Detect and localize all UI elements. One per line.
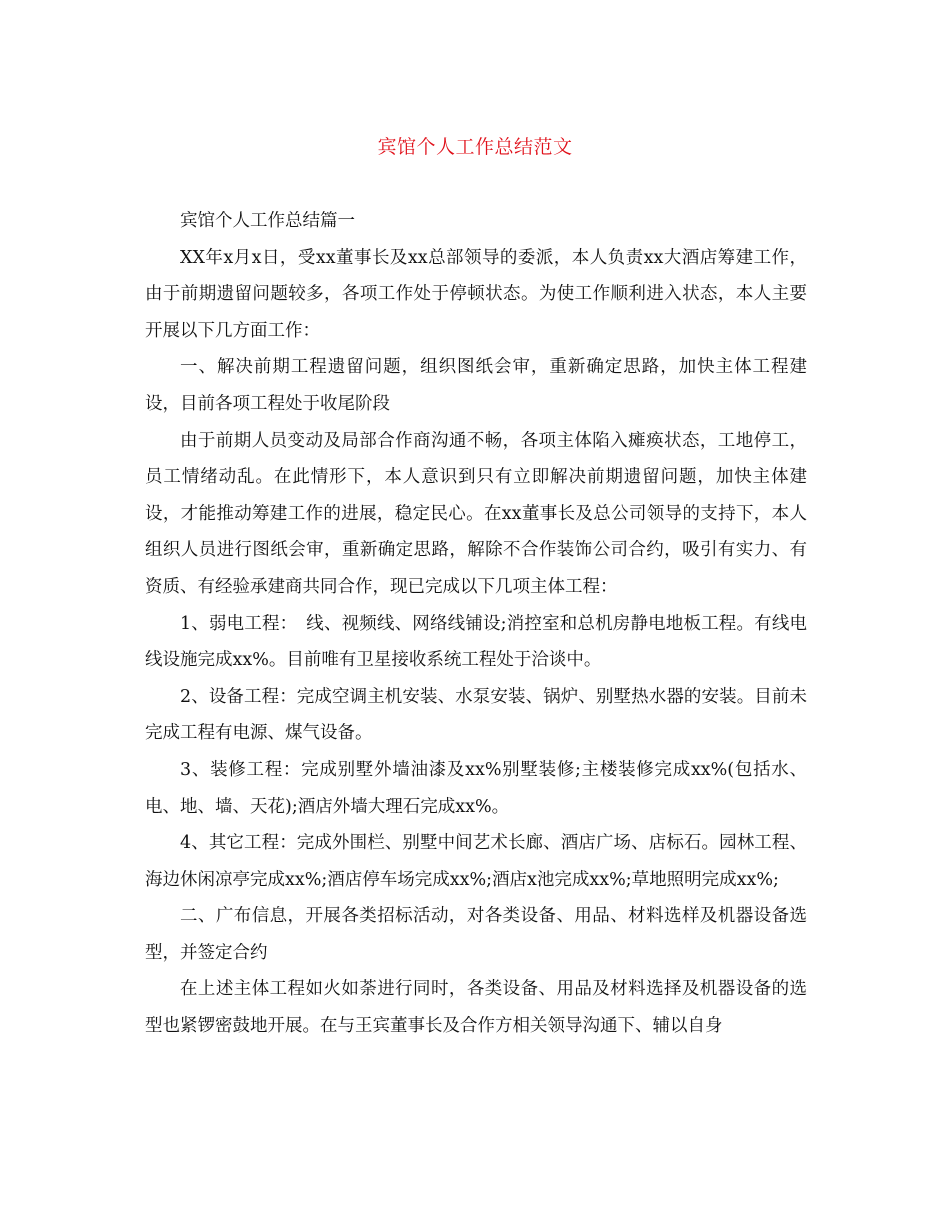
- paragraph: 一、解决前期工程遗留问题，组织图纸会审，重新确定思路，加快主体工程建设，目前各项工程处于收尾阶段: [145, 357, 807, 414]
- section-heading: 宾馆个人工作总结篇一: [180, 211, 355, 231]
- paragraph: 3、装修工程：完成别墅外墙油漆及xx%别墅装修;主楼装修完成xx%(包括水、电、地、墙、天花);酒店外墙大理石完成xx%。: [145, 759, 807, 817]
- document-body: [145, 203, 807, 1045]
- paragraph: 1、弱电工程： 线、视频线、网络线铺设;消控室和总机房静电地板工程。有线电线设施完成xx%。目前唯有卫星接收系统工程处于洽谈中。: [145, 613, 807, 671]
- paragraph: 4、其它工程：完成外围栏、别墅中间艺术长廊、酒店广场、店标石。园林工程、海边休闲凉亭完成xx%;酒店停车场完成xx%;酒店x池完成xx%;草地照明完成xx%;: [145, 833, 807, 890]
- paragraph: 在上述主体工程如火如荼进行同时，各类设备、用品及材料选择及机器设备的选型也紧锣密鼓地开展。在与王宾董事长及合作方相关领导沟通下、辅以自身: [145, 979, 807, 1037]
- document-title: 宾馆个人工作总结范文: [377, 136, 573, 158]
- paragraph: XX年x月x日，受xx董事长及xx总部领导的委派，本人负责xx大酒店筹建工作，由于前期遗留问题较多，各项工作处于停顿状态。为使工作顺利进入状态，本人主要开展以下几方面工作：: [145, 247, 807, 341]
- paragraph: 二、广布信息，开展各类招标活动，对各类设备、用品、材料选样及机器设备选型，并签定合约: [145, 906, 807, 963]
- paragraph: 由于前期人员变动及局部合作商沟通不畅，各项主体陷入瘫痪状态，工地停工，员工情绪动乱。在此情形下，本人意识到只有立即解决前期遗留问题，加快主体建设，才能推动筹建工作的进展，稳定民心。在xx董事长及总公司领导的支持下，本人组织人员进行图纸会审，重新确定思路，解除不合作装饰公司合约，吸引有实力、有资质、有经验承建商共同合作，现已完成以下几项主体工程：: [145, 430, 807, 597]
- paragraph: 2、设备工程：完成空调主机安装、水泵安装、锅炉、别墅热水器的安装。目前未完成工程有电源、煤气设备。: [145, 686, 807, 744]
